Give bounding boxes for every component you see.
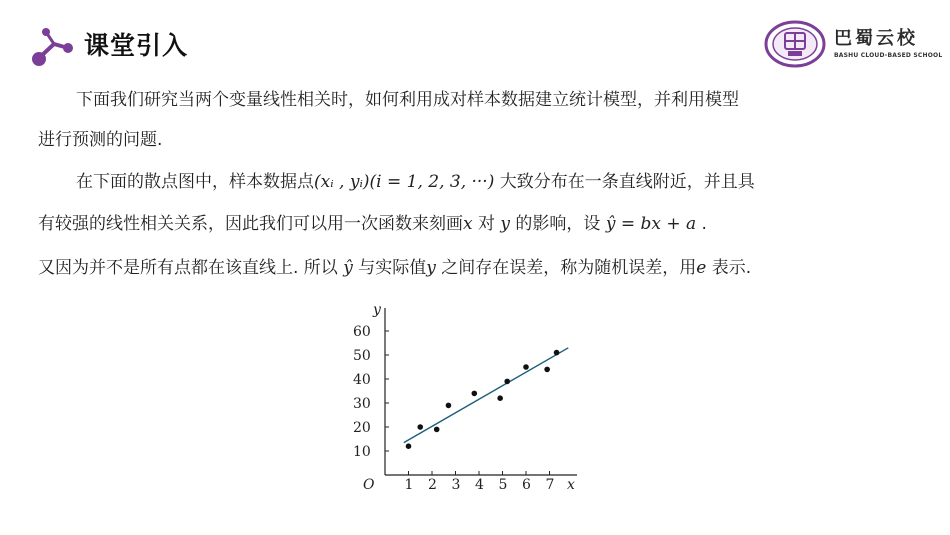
scatter-plot [330,300,590,500]
logo-chinese-text: 巴蜀云校 [834,28,918,49]
data-point [544,367,550,373]
data-point [554,350,560,356]
seal-icon [764,20,826,68]
school-logo [764,20,943,70]
p3-text-d: 表示. [711,258,752,278]
x-axis-label: x [567,477,575,493]
data-point [417,424,423,430]
p2-var-y: y [500,214,511,234]
p3-text-b: 与实际值 [358,258,427,278]
y-axis-label: y [373,302,381,318]
y-tick-label: 60 [353,324,371,340]
x-tick-label: 6 [522,477,531,493]
page-title: 课堂引入 [84,31,189,60]
x-tick-label: 7 [545,477,555,493]
x-tick-label: 2 [428,477,437,493]
data-point [446,403,452,409]
origin-label: O [363,477,375,493]
p2-text-d: 对 [478,214,495,234]
p2-text-a: 在下面的散点图中，样本数据点 [76,172,314,192]
y-tick-label: 20 [353,420,371,436]
y-tick-label: 10 [353,444,371,460]
x-tick-label: 4 [475,477,484,493]
molecule-icon [30,26,76,68]
y-tick-label: 50 [353,348,371,364]
p2-text-c: 有较强的线性相关关系，因此我们可以用一次函数来刻画 [38,214,463,234]
x-tick-label: 1 [404,477,414,493]
data-point [497,395,503,401]
p3-var-y: y [426,258,436,278]
paragraph-2-line-1 [38,172,950,192]
p2-var-x: x [463,214,473,234]
data-point [406,443,412,449]
paragraph-2-line-2 [38,214,918,234]
paragraph-1-line-1: 下面我们研究当两个变量线性相关时，如何利用成对样本数据建立统计模型，并利用模型 [76,90,739,110]
y-tick-label: 40 [353,372,371,388]
regression-formula: ŷ = bx + a [605,214,697,234]
paragraph-1-line-2: 进行预测的问题. [38,130,163,150]
data-point [434,427,440,433]
logo-english-text: BASHU CLOUD-BASED SCHOOL [834,52,943,59]
data-point [472,391,478,397]
p3-yhat: ŷ [343,258,353,278]
x-tick-label: 5 [498,477,508,493]
p3-text-c: 之间存在误差，称为随机误差，用 [441,258,697,278]
data-point [504,379,510,385]
p3-text-a: 又因为并不是所有点都在该直线上. 所以 [38,258,338,278]
p2-text-e: 的影响，设 [515,214,601,234]
data-point [523,364,529,370]
regression-line [404,348,569,443]
p2-end-period: . [701,214,707,234]
p3-var-e: e [696,258,707,278]
p2-text-b: 大致分布在一条直线附近，并且具 [499,172,755,192]
p2-sample-points-math: (xᵢ , yᵢ)(i = 1, 2, 3, ···) [314,172,495,192]
paragraph-3 [38,258,918,278]
y-tick-label: 30 [353,396,371,412]
x-tick-label: 3 [451,477,461,493]
